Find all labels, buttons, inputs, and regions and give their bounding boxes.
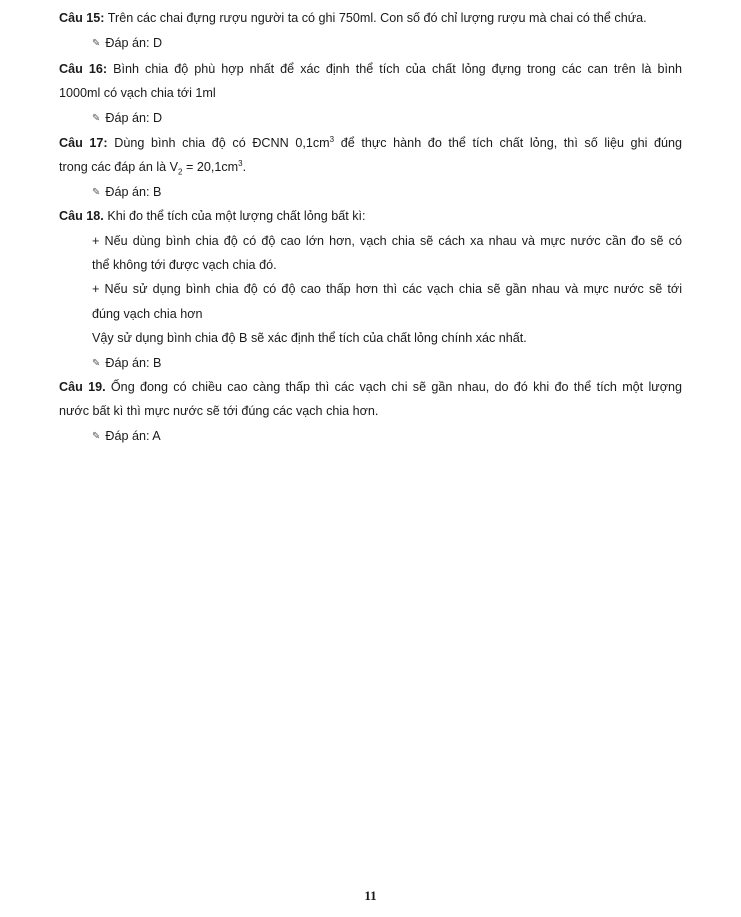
answer-16 — [92, 110, 162, 128]
question-text: Dùng bình chia độ có ĐCNN $0,1cm^3$ để thực hành đo thể tích chất lỏng, thì số liệu ghi đúng — [114, 134, 682, 150]
question-label: Câu 15: — [59, 11, 105, 25]
question-text: Ống đong có chiều cao càng thấp thì các vạch chi sẽ gần nhau, do đó khi đo thể tích một lượng — [110, 380, 682, 394]
question-label: Câu 18. — [59, 209, 104, 223]
page-number: 11 — [364, 888, 377, 903]
pen-icon: ✎ — [92, 431, 101, 442]
question-label: Câu 19. — [59, 380, 106, 394]
pen-icon: ✎ — [92, 38, 101, 49]
question-text: Bình chia độ phù hợp nhất để xác định thể tích của chất lỏng đựng trong các can trên là bình — [113, 62, 682, 76]
answer-text: Đáp án: B — [105, 185, 162, 199]
question-19-line-1 — [59, 379, 682, 395]
conclusion-text: Vậy sử dụng bình chia độ B sẽ xác định thể tích của chất lỏng chính xác nhất. — [92, 331, 527, 345]
pen-icon: ✎ — [92, 358, 101, 369]
question-16-line-1 — [59, 61, 682, 77]
question-17-line-1 — [59, 135, 682, 151]
answer-text: Đáp án: D — [105, 36, 163, 50]
answer-17 — [92, 184, 161, 202]
answer-text: Đáp án: A — [105, 429, 161, 443]
bullet-2-line-1: + Nếu sử dụng bình chia độ có độ cao thấp hơn thì các vạch chia sẽ gần nhau và mực nước sẽ tới — [92, 282, 682, 296]
pen-icon: ✎ — [92, 113, 101, 124]
pen-icon: ✎ — [92, 187, 101, 198]
question-19-line-2: nước bất kì thì mực nước sẽ tới đúng các vạch chia hơn. — [59, 404, 379, 418]
answer-19 — [92, 428, 161, 446]
bullet-1-line-2: thể không tới được vạch chia đó. — [92, 258, 277, 272]
question-16-line-2: 1000ml có vạch chia tới 1ml — [59, 86, 216, 100]
question-15 — [59, 10, 647, 26]
question-label: Câu 16: — [59, 62, 108, 76]
question-text: Khi đo thể tích của một lượng chất lỏng bất kì: — [107, 209, 366, 223]
question-18 — [59, 208, 366, 224]
answer-18 — [92, 355, 161, 373]
question-label: Câu 17: — [59, 136, 108, 150]
answer-text: Đáp án: D — [105, 111, 163, 125]
question-17-line-2: trong các đáp án là $V_2 = 20,1cm^3$. — [59, 158, 247, 177]
answer-text: Đáp án: B — [105, 356, 162, 370]
answer-15 — [92, 35, 162, 53]
question-text: Trên các chai đựng rượu người ta có ghi 750ml. Con số đó chỉ lượng rượu mà chai có thể chứa. — [107, 11, 647, 25]
bullet-1-line-1: + Nếu dùng bình chia độ có độ cao lớn hơn, vạch chia sẽ cách xa nhau và mực nước cần đo sẽ có — [92, 234, 682, 248]
bullet-2-line-2: đúng vạch chia hơn — [92, 307, 203, 321]
